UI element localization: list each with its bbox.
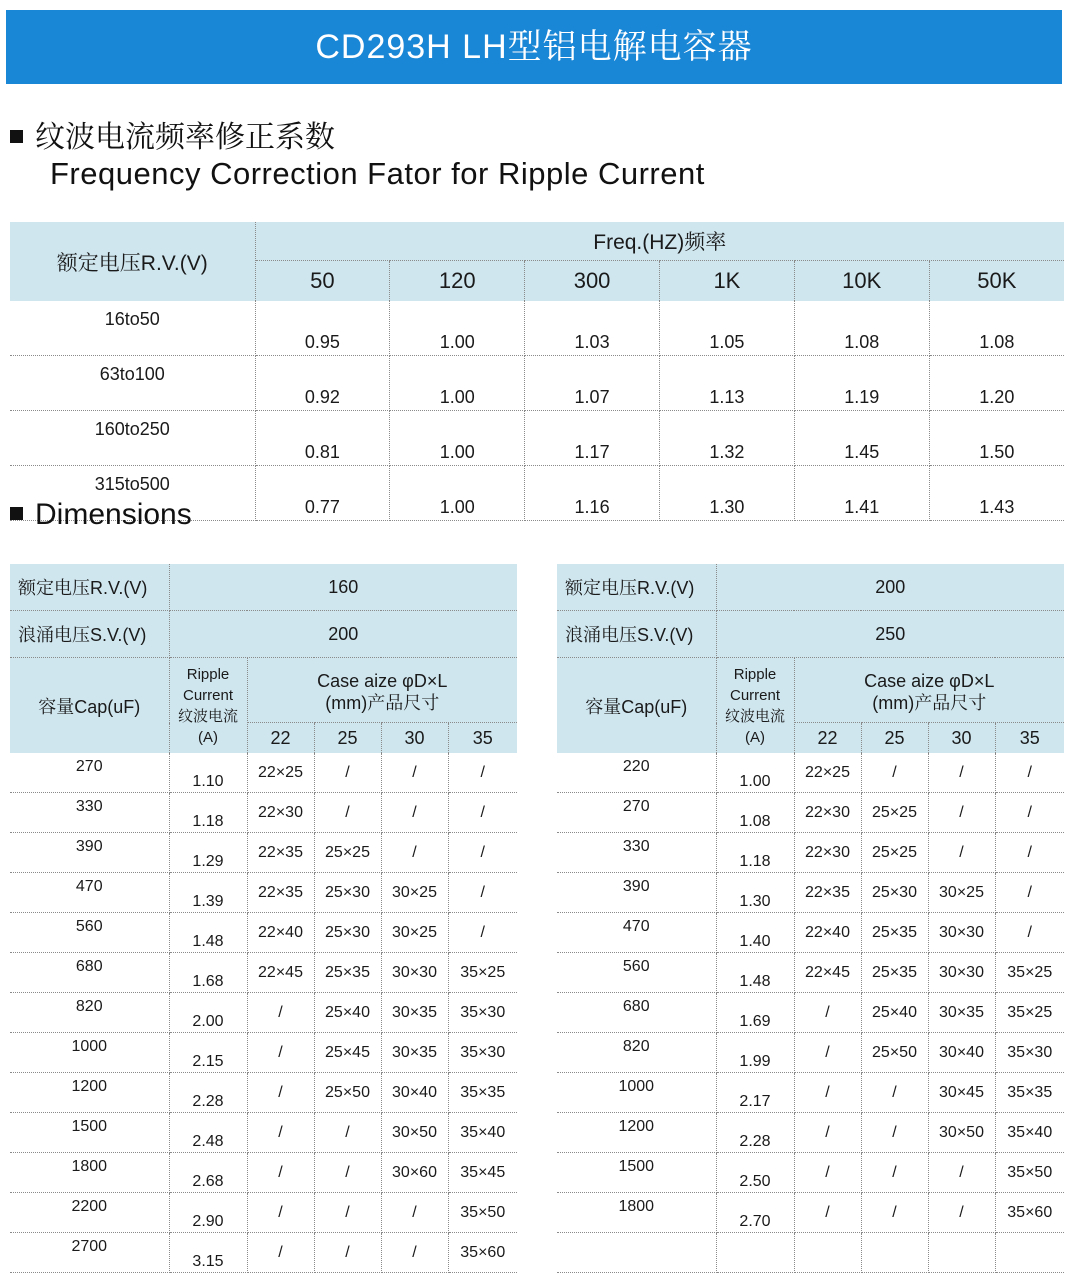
capacitance-cell: 1200 (10, 1073, 169, 1113)
correction-factor-cell: 0.95 (255, 301, 390, 356)
case-size-cell: 35×25 (995, 993, 1064, 1033)
diameter-header: 22 (794, 723, 861, 754)
capacitance-cell: 470 (557, 913, 716, 953)
ripple-current-cell: 1.48 (716, 953, 794, 993)
table-row (10, 793, 517, 833)
case-size-cell (928, 1233, 995, 1273)
correction-factor-cell: 1.00 (390, 301, 525, 356)
case-size-cell: / (861, 1113, 928, 1153)
capacitance-cell: 680 (10, 953, 169, 993)
ripple-current-cell: 3.15 (169, 1233, 247, 1273)
case-size-cell: / (448, 833, 517, 873)
case-size-cell: / (247, 1073, 314, 1113)
correction-factor-cell: 1.13 (659, 356, 794, 411)
case-size-cell: 35×35 (995, 1073, 1064, 1113)
case-size-cell: 22×30 (247, 793, 314, 833)
dimensions-table-160v (10, 564, 517, 1273)
rv-header: 额定电压R.V.(V) (10, 222, 255, 301)
ripple-header-line: Current (182, 687, 234, 704)
case-size-cell: / (314, 1113, 381, 1153)
correction-factor-cell: 1.03 (525, 301, 660, 356)
correction-factor-cell: 1.07 (525, 356, 660, 411)
case-size-cell: 35×60 (448, 1233, 517, 1273)
case-size-cell: 25×45 (314, 1033, 381, 1073)
freq-title-cn: 纹波电流频率修正系数 (35, 121, 335, 154)
table-row (557, 1193, 1064, 1233)
case-size-cell: 35×30 (448, 1033, 517, 1073)
rv-label: 额定电压R.V.(V) (10, 564, 169, 611)
case-size-cell: 25×25 (861, 793, 928, 833)
capacitance-cell: 560 (557, 953, 716, 993)
ripple-current-cell: 1.48 (169, 913, 247, 953)
capacitance-cell: 220 (557, 753, 716, 793)
capacitance-cell: 2700 (10, 1233, 169, 1273)
case-size-cell: / (861, 1073, 928, 1113)
table-row (557, 993, 1064, 1033)
ripple-current-cell: 1.99 (716, 1033, 794, 1073)
correction-factor-cell: 0.92 (255, 356, 390, 411)
table-row (10, 953, 517, 993)
case-size-cell: 30×35 (928, 993, 995, 1033)
freq-col-header: 10K (794, 261, 929, 302)
rv-range-cell: 63to100 (10, 356, 255, 411)
case-size-cell: / (381, 1233, 448, 1273)
case-size-header (794, 658, 1064, 723)
case-size-cell: 30×25 (928, 873, 995, 913)
table-row (557, 1113, 1064, 1153)
correction-factor-cell: 1.08 (794, 301, 929, 356)
freq-col-header: 1K (659, 261, 794, 302)
ripple-current-cell: 1.00 (716, 753, 794, 793)
case-size-cell (995, 1233, 1064, 1273)
ripple-header-line: (A) (198, 729, 218, 746)
case-size-cell: 30×30 (381, 953, 448, 993)
case-size-cell: / (247, 1113, 314, 1153)
case-size-cell: / (794, 1153, 861, 1193)
table-row (557, 913, 1064, 953)
ripple-current-cell: 1.39 (169, 873, 247, 913)
capacitance-cell (557, 1233, 716, 1273)
table-row (10, 873, 517, 913)
ripple-current-cell: 1.10 (169, 753, 247, 793)
freq-col-header: 50 (255, 261, 390, 302)
rv-range-cell: 315to500 (10, 466, 255, 521)
correction-factor-cell: 1.41 (794, 466, 929, 521)
table-row (10, 1113, 517, 1153)
case-size-cell: 25×30 (314, 873, 381, 913)
ripple-current-cell: 1.08 (716, 793, 794, 833)
case-size-cell: / (381, 753, 448, 793)
case-size-cell: / (794, 1193, 861, 1233)
ripple-current-cell: 1.40 (716, 913, 794, 953)
table-row (10, 1073, 517, 1113)
capacitance-cell: 1800 (557, 1193, 716, 1233)
case-size-cell: / (448, 913, 517, 953)
case-size-cell: 22×35 (794, 873, 861, 913)
case-size-cell: 30×30 (928, 953, 995, 993)
case-size-cell: 30×40 (381, 1073, 448, 1113)
correction-factor-cell: 1.30 (659, 466, 794, 521)
freq-title-en: Frequency Correction Fator for Ripple Current (50, 156, 705, 191)
case-header-line: (mm)产品尺寸 (325, 693, 440, 713)
capacitance-cell: 330 (557, 833, 716, 873)
case-size-cell: 30×30 (928, 913, 995, 953)
capacitance-cell: 820 (10, 993, 169, 1033)
ripple-header-line: (A) (745, 729, 765, 746)
correction-factor-cell: 1.00 (390, 411, 525, 466)
rv-label: 额定电压R.V.(V) (557, 564, 716, 611)
case-size-cell: / (861, 753, 928, 793)
correction-factor-cell: 1.19 (794, 356, 929, 411)
table-row (10, 993, 517, 1033)
case-size-cell: / (995, 873, 1064, 913)
case-size-cell: 22×25 (247, 753, 314, 793)
dimensions-section-heading (10, 498, 192, 532)
ripple-current-cell: 1.18 (169, 793, 247, 833)
case-size-cell (861, 1233, 928, 1273)
case-size-cell: 30×60 (381, 1153, 448, 1193)
case-size-cell: / (247, 1033, 314, 1073)
sv-value: 200 (169, 611, 517, 658)
correction-factor-cell: 1.32 (659, 411, 794, 466)
rv-range-cell: 160to250 (10, 411, 255, 466)
table-row (10, 1193, 517, 1233)
case-size-cell: 25×35 (861, 913, 928, 953)
ripple-current-cell: 1.29 (169, 833, 247, 873)
case-size-cell: 25×35 (861, 953, 928, 993)
case-size-cell: / (995, 753, 1064, 793)
case-size-cell: / (861, 1193, 928, 1233)
correction-factor-cell: 1.00 (390, 466, 525, 521)
case-size-cell: / (247, 993, 314, 1033)
case-size-cell: 35×35 (448, 1073, 517, 1113)
ripple-current-cell: 2.15 (169, 1033, 247, 1073)
sv-label: 浪涌电压S.V.(V) (557, 611, 716, 658)
ripple-current-cell: 2.17 (716, 1073, 794, 1113)
diameter-header: 25 (314, 723, 381, 754)
case-size-cell: 35×40 (448, 1113, 517, 1153)
correction-factor-cell: 0.77 (255, 466, 390, 521)
column-header-row (10, 658, 517, 723)
diameter-header: 30 (928, 723, 995, 754)
case-size-cell: / (928, 1193, 995, 1233)
table-row (10, 913, 517, 953)
case-size-cell: / (861, 1153, 928, 1193)
ripple-header-line: Ripple (186, 666, 230, 683)
freq-header: Freq.(HZ)频率 (255, 222, 1064, 261)
correction-factor-cell: 1.45 (794, 411, 929, 466)
page-banner: CD293H LH型铝电解电容器 (6, 10, 1062, 84)
table-row (10, 1153, 517, 1193)
rv-value: 200 (716, 564, 1064, 611)
case-size-cell: / (381, 833, 448, 873)
case-size-cell: 22×30 (794, 833, 861, 873)
case-size-cell: 22×40 (247, 913, 314, 953)
table-row (10, 833, 517, 873)
capacitance-cell: 270 (557, 793, 716, 833)
case-size-cell: / (794, 993, 861, 1033)
case-size-cell: 35×45 (448, 1153, 517, 1193)
case-size-cell: 25×40 (314, 993, 381, 1033)
case-size-cell: 35×25 (995, 953, 1064, 993)
ripple-current-cell: 2.50 (716, 1153, 794, 1193)
case-size-cell: / (794, 1073, 861, 1113)
case-size-cell: / (381, 793, 448, 833)
table-row (557, 1233, 1064, 1273)
ripple-current-cell: 2.28 (716, 1113, 794, 1153)
table-row (557, 1153, 1064, 1193)
case-size-cell: 30×25 (381, 913, 448, 953)
correction-factor-cell: 0.81 (255, 411, 390, 466)
freq-col-header: 300 (525, 261, 660, 302)
table-row (10, 753, 517, 793)
ripple-current-cell: 1.68 (169, 953, 247, 993)
case-size-cell: / (928, 753, 995, 793)
ripple-header-line: 纹波电流 (724, 708, 785, 725)
case-size-cell: / (247, 1193, 314, 1233)
dimensions-table-200v (557, 564, 1064, 1273)
ripple-current-cell: 1.30 (716, 873, 794, 913)
correction-factor-cell: 1.08 (929, 301, 1064, 356)
rv-row (10, 564, 517, 611)
table-row (557, 1073, 1064, 1113)
freq-section-heading (10, 112, 335, 156)
case-size-cell: / (247, 1153, 314, 1193)
case-size-cell: 22×35 (247, 873, 314, 913)
freq-col-header: 50K (929, 261, 1064, 302)
case-size-cell: 30×35 (381, 993, 448, 1033)
diameter-header: 30 (381, 723, 448, 754)
correction-factor-cell: 1.16 (525, 466, 660, 521)
case-size-cell: 25×25 (861, 833, 928, 873)
case-size-cell: 25×40 (861, 993, 928, 1033)
capacitance-cell: 680 (557, 993, 716, 1033)
case-size-cell: 25×35 (314, 953, 381, 993)
capacitance-cell: 330 (10, 793, 169, 833)
column-header-row (557, 658, 1064, 723)
table-row (10, 1033, 517, 1073)
capacitance-cell: 1500 (10, 1113, 169, 1153)
ripple-header (716, 658, 794, 754)
case-size-cell: / (995, 833, 1064, 873)
capacitance-cell: 2200 (10, 1193, 169, 1233)
case-size-cell: 35×25 (448, 953, 517, 993)
case-size-cell: / (448, 793, 517, 833)
table-row (10, 411, 1064, 466)
ripple-current-cell: 2.90 (169, 1193, 247, 1233)
case-size-cell: 25×30 (314, 913, 381, 953)
case-size-cell (794, 1233, 861, 1273)
case-size-cell: / (314, 1233, 381, 1273)
correction-factor-cell: 1.20 (929, 356, 1064, 411)
case-size-cell: / (381, 1193, 448, 1233)
case-size-cell: 25×30 (861, 873, 928, 913)
case-size-cell: / (314, 793, 381, 833)
table-row (557, 873, 1064, 913)
case-size-cell: / (448, 873, 517, 913)
table-row (557, 953, 1064, 993)
case-size-cell: / (928, 793, 995, 833)
capacitance-cell: 1500 (557, 1153, 716, 1193)
ripple-header-line: 纹波电流 (177, 708, 238, 725)
case-size-cell: 25×50 (314, 1073, 381, 1113)
table-row (10, 301, 1064, 356)
diameter-header: 25 (861, 723, 928, 754)
table-row (10, 1233, 517, 1273)
case-size-cell: / (794, 1033, 861, 1073)
capacitance-cell: 470 (10, 873, 169, 913)
case-size-cell: 22×35 (247, 833, 314, 873)
correction-factor-cell: 1.05 (659, 301, 794, 356)
capacitance-cell: 390 (557, 873, 716, 913)
case-size-cell: 22×45 (247, 953, 314, 993)
case-size-cell: 35×50 (448, 1193, 517, 1233)
case-size-header (247, 658, 517, 723)
diameter-header: 22 (247, 723, 314, 754)
case-size-cell: / (995, 913, 1064, 953)
case-header-line: Case aize φD×L (317, 671, 448, 691)
rv-value: 160 (169, 564, 517, 611)
diameter-header: 35 (995, 723, 1064, 754)
ripple-current-cell: 2.68 (169, 1153, 247, 1193)
ripple-current-cell (716, 1233, 794, 1273)
rv-row (557, 564, 1064, 611)
correction-factor-cell: 1.50 (929, 411, 1064, 466)
sv-row (557, 611, 1064, 658)
capacitance-cell: 1000 (557, 1073, 716, 1113)
case-size-cell: / (314, 1153, 381, 1193)
ripple-current-cell: 2.48 (169, 1113, 247, 1153)
freq-col-header: 120 (390, 261, 525, 302)
capacitance-cell: 1200 (557, 1113, 716, 1153)
dimensions-title: Dimensions (35, 498, 192, 531)
ripple-header-line: Ripple (733, 666, 777, 683)
case-size-cell: 30×35 (381, 1033, 448, 1073)
case-size-cell: / (928, 1153, 995, 1193)
capacitance-cell: 820 (557, 1033, 716, 1073)
ripple-current-cell: 1.69 (716, 993, 794, 1033)
ripple-header-line: Current (729, 687, 781, 704)
table-row (557, 793, 1064, 833)
case-size-cell: 25×25 (314, 833, 381, 873)
ripple-current-cell: 2.70 (716, 1193, 794, 1233)
case-size-cell: / (928, 833, 995, 873)
cap-header: 容量Cap(uF) (557, 658, 716, 754)
case-size-cell: 35×30 (995, 1033, 1064, 1073)
capacitance-cell: 390 (10, 833, 169, 873)
ripple-header (169, 658, 247, 754)
case-size-cell: 35×50 (995, 1153, 1064, 1193)
sv-value: 250 (716, 611, 1064, 658)
case-size-cell: 35×30 (448, 993, 517, 1033)
case-size-cell: 30×50 (928, 1113, 995, 1153)
cap-header: 容量Cap(uF) (10, 658, 169, 754)
case-header-line: Case aize φD×L (864, 671, 995, 691)
case-size-cell: 35×60 (995, 1193, 1064, 1233)
case-size-cell: / (247, 1233, 314, 1273)
case-size-cell: 25×50 (861, 1033, 928, 1073)
capacitance-cell: 1800 (10, 1153, 169, 1193)
correction-factor-cell: 1.00 (390, 356, 525, 411)
case-size-cell: 22×40 (794, 913, 861, 953)
case-size-cell: / (314, 753, 381, 793)
case-size-cell: 30×25 (381, 873, 448, 913)
case-header-line: (mm)产品尺寸 (872, 693, 987, 713)
capacitance-cell: 560 (10, 913, 169, 953)
capacitance-cell: 1000 (10, 1033, 169, 1073)
case-size-cell: / (794, 1113, 861, 1153)
correction-factor-cell: 1.43 (929, 466, 1064, 521)
case-size-cell: 22×25 (794, 753, 861, 793)
table-row (557, 1033, 1064, 1073)
case-size-cell: 22×30 (794, 793, 861, 833)
case-size-cell: / (995, 793, 1064, 833)
table-row (557, 833, 1064, 873)
case-size-cell: 30×50 (381, 1113, 448, 1153)
correction-factor-cell: 1.17 (525, 411, 660, 466)
table-row (557, 753, 1064, 793)
ripple-current-cell: 2.00 (169, 993, 247, 1033)
case-size-cell: 30×40 (928, 1033, 995, 1073)
square-bullet-icon (10, 130, 23, 143)
case-size-cell: 22×45 (794, 953, 861, 993)
case-size-cell: / (448, 753, 517, 793)
case-size-cell: 30×45 (928, 1073, 995, 1113)
case-size-cell: / (314, 1193, 381, 1233)
rv-range-cell: 16to50 (10, 301, 255, 356)
frequency-correction-table (10, 222, 1064, 521)
square-bullet-icon (10, 507, 23, 520)
table-row (10, 356, 1064, 411)
ripple-current-cell: 2.28 (169, 1073, 247, 1113)
diameter-header: 35 (448, 723, 517, 754)
ripple-current-cell: 1.18 (716, 833, 794, 873)
sv-row (10, 611, 517, 658)
sv-label: 浪涌电压S.V.(V) (10, 611, 169, 658)
case-size-cell: 35×40 (995, 1113, 1064, 1153)
capacitance-cell: 270 (10, 753, 169, 793)
